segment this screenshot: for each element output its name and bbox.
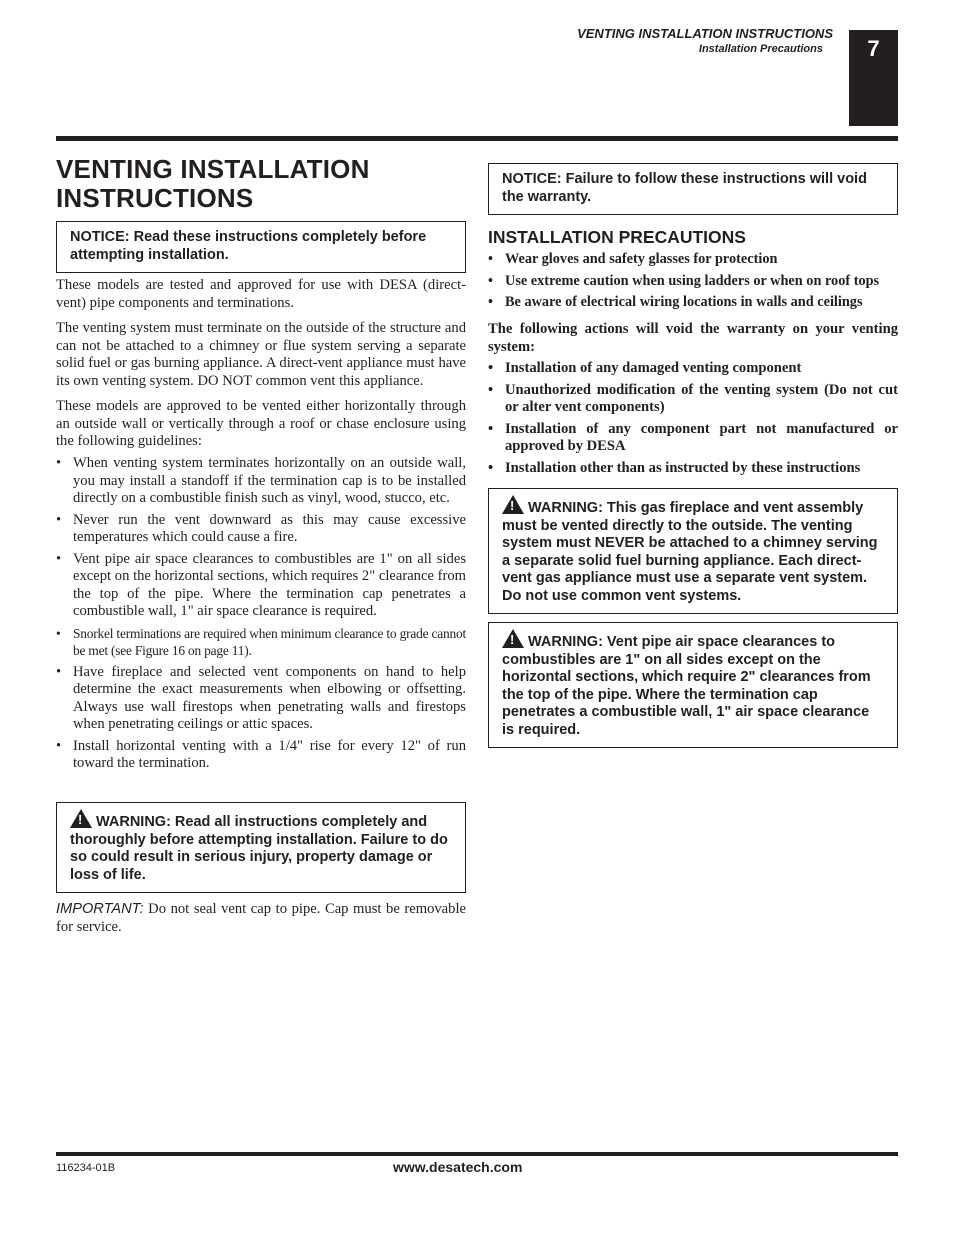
warning-triangle-icon <box>502 495 524 514</box>
warning-text: WARNING: This gas fireplace and vent assembly must be vented directly to the outside. The venting system must NEVER be attached to a chimney serving a separate solid fuel burning appliance. Each direct-vent gas appliance must use a separate vent system. Do not use common vent systems. <box>502 500 878 604</box>
top-rule <box>56 136 898 141</box>
paragraph-approved-models: These models are tested and approved for use with DESA (direct-vent) pipe components and terminations. <box>56 277 466 311</box>
list-item: • Installation other than as instructed by these instructions <box>488 460 898 478</box>
list-item: • Vent pipe air space clearances to combustibles are 1" on all sides except on the horizontal sections, which requires 2" clearance from the top of the pipe. Where the termination cap penetrates a combustible wall, 1" air space clearance is required. <box>56 551 466 621</box>
list-item: • Install horizontal venting with a 1/4" rise for every 12" of run toward the termination. <box>56 738 466 773</box>
notice-text: NOTICE: Failure to follow these instructions will void the warranty. <box>502 171 867 205</box>
important-note <box>56 901 466 936</box>
document-number: 116234-01B <box>56 1162 116 1174</box>
list-item: • Have fireplace and selected vent components on hand to help determine the exact measurements when elbowing or offsetting. Always use wall firestops when penetrating walls and firestops when penetrating ceilings or attic spaces. <box>56 664 466 734</box>
list-item: • Never run the vent downward as this may cause excessive temperatures which could cause a fire. <box>56 512 466 547</box>
void-warranty-intro: The following actions will void the warranty on your venting system: <box>488 321 898 355</box>
running-header-title: VENTING INSTALLATION INSTRUCTIONS <box>577 26 833 41</box>
paragraph-venting-terminate: The venting system must terminate on the outside of the structure and can not be attached to a chimney or flue system serving a separate solid fuel or gas burning appliance. A direct-vent appliance must have its own venting system. DO NOT common vent this appliance. <box>56 320 466 389</box>
important-text: Do not seal vent cap to pipe. Cap must be removable for service. <box>56 901 466 935</box>
bottom-rule <box>56 1152 898 1156</box>
running-header-subtitle: Installation Precautions <box>698 43 823 55</box>
list-item: • Installation of any component part not manufactured or approved by DESA <box>488 421 898 456</box>
page-title: VENTING INSTALLATION INSTRUCTIONS <box>56 154 370 213</box>
paragraph-guidelines-intro: These models are approved to be vented either horizontally through an outside wall or vertically through a roof or chase enclosure using the following guidelines: <box>56 398 466 449</box>
warning-text: WARNING: Vent pipe air space clearances to combustibles are 1" on all sides except on the horizontal sections, which require 2" clearances from the top of the pipe. Where the termination cap penetrates a combustible wall, 1" air space clearance is required. <box>502 634 871 738</box>
notice-box-read-instructions <box>56 221 466 273</box>
warning-box-vented-outside <box>488 488 898 614</box>
list-item: • Installation of any damaged venting component <box>488 360 898 378</box>
section-title-installation-precautions: INSTALLATION PRECAUTIONS <box>488 227 746 247</box>
precautions-list <box>488 251 898 316</box>
warning-text: WARNING: Read all instructions completely and thoroughly before attempting installation. Failure to do so could result in serious injury, property damage or loss of life. <box>70 814 448 883</box>
void-warranty-list <box>488 360 898 481</box>
list-item: • When venting system terminates horizontally on an outside wall, you may install a standoff if the termination cap is to be installed directly on a combustible finish such as vinyl, wood, stucco, etc. <box>56 455 466 508</box>
notice-box-warranty <box>488 163 898 215</box>
list-item: • Use extreme caution when using ladders or when on roof tops <box>488 273 898 291</box>
page-number-tab <box>849 30 898 126</box>
footer-website: www.desatech.com <box>393 1159 523 1175</box>
important-label: IMPORTANT: <box>56 901 144 917</box>
list-item: • Snorkel terminations are required when minimum clearance to grade cannot be met (see Figure 16 on page 11). <box>56 625 466 660</box>
page-number: 7 <box>867 36 880 61</box>
notice-text: NOTICE: Read these instructions completely before attempting installation. <box>70 229 427 263</box>
guidelines-list <box>56 455 466 777</box>
warning-box-clearances <box>488 622 898 748</box>
warning-box-read-all <box>56 802 466 893</box>
warning-triangle-icon <box>70 809 92 828</box>
list-item: • Unauthorized modification of the venting system (Do not cut or alter vent components) <box>488 382 898 417</box>
list-item: • Wear gloves and safety glasses for protection <box>488 251 898 269</box>
list-item: • Be aware of electrical wiring locations in walls and ceilings <box>488 294 898 312</box>
warning-triangle-icon <box>502 629 524 648</box>
